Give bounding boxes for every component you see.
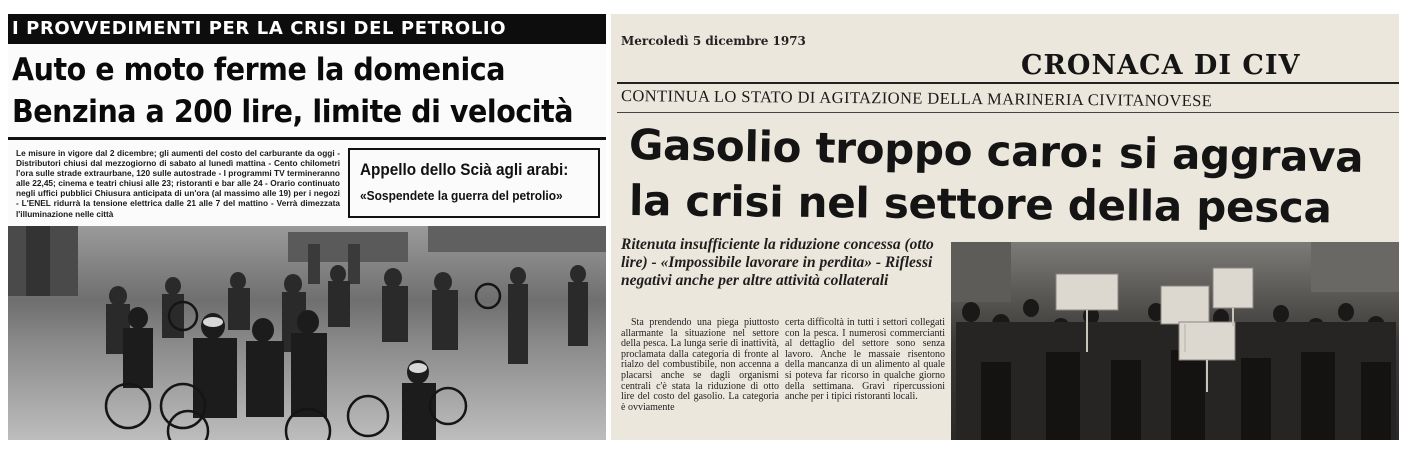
masthead-rule (617, 82, 1399, 84)
sidebar-box (348, 148, 600, 218)
headline-line-1: Auto e moto ferme la domenica (12, 52, 505, 88)
dateline: Mercoledì 5 dicembre 1973 (621, 34, 806, 48)
deck-text: Ritenuta insufficiente la riduzione concessa (otto lire) - «Impossibile lavorare in perdita» - Riflessi negativi anche per altre attività collaterali (621, 236, 934, 289)
headline-line-1: Gasolio troppo caro: si aggrava (628, 120, 1364, 182)
sidebar-subtitle: «Sospendete la guerra del petrolio» (360, 188, 563, 203)
protest-photo (951, 242, 1399, 440)
overline: CONTINUA LO STATO DI AGITAZIONE DELLA MARINERIA CIVITANOVESE (620, 86, 1213, 111)
headline-line-2: la crisi nel settore della pesca (628, 176, 1332, 233)
body-column-1: Sta prendendo una piega piuttosto allarmante la situazione nel settore della pesca. La lunga serie di inattività, proclamata dalla categoria di fronte al rialzo del combustibile, non accenna a placarsi anche se dagli organismi centrali c'è stata la riduzione di otto lire del costo del gasolio. La categoria è ovviamente (621, 317, 779, 413)
cyclists-photo (8, 226, 606, 440)
summary-text: Le misure in vigore dal 2 dicembre; gli aumenti del costo del carburante da oggi - Distributori chiusi dal mezzogiorno di sabato al lunedì mattina - Cento chilometri l'ora sulle strade extraurbane, 120 sulle autostrade - I programmi TV termineranno alle 22,45; cinema e teatri chiusi alle 23; ristoranti e bar alle 24 - Orario continuato negli uffici pubblici Chiusura anticipata di un'ora (al massimo alle 19) per i negozi - L'ENEL ridurrà la tensione elettrica dalle 21 alle 7 del mattino - Verrà dimezzata l'illuminazione nelle città (16, 148, 340, 219)
headline-line-2: Benzina a 200 lire, limite di velocità (12, 94, 574, 130)
headline-rule (8, 137, 606, 140)
body-column-2: certa difficoltà in tutti i settori collegati con la pesca. I numerosi commercianti al dettaglio del settore sono senza lavoro. Anche le massaie risentono della mancanza di un alimento al quale si poteva far ricorso in qualche giorno della settimana. Gravi ripercussioni anche per i tipici ristoranti locali. (785, 317, 945, 403)
kicker-banner: I PROVVEDIMENTI PER LA CRISI DEL PETROLIO (8, 14, 606, 44)
right-newspaper-clipping (611, 14, 1399, 440)
section-masthead: CRONACA DI CIV (1021, 50, 1301, 81)
overline-rule (617, 112, 1399, 113)
left-newspaper-clipping (8, 14, 606, 440)
sidebar-title: Appello dello Scià agli arabi: (360, 160, 569, 179)
